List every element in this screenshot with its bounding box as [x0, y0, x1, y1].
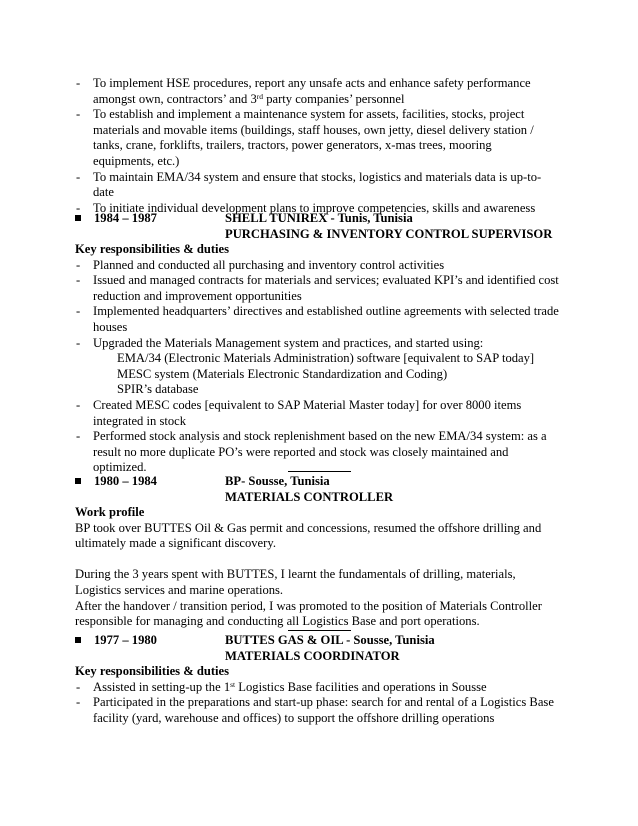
shell-section-header: [75, 211, 575, 242]
job-dates: 1980 – 1984: [94, 474, 157, 488]
list-item: - To initiate individual development plans to improve competencies, skills and awareness: [76, 200, 536, 215]
company-name: SHELL TUNIREX - Tunis, Tunisia: [225, 211, 413, 225]
job-title: MATERIALS COORDINATOR: [225, 648, 400, 663]
dash-marker: -: [76, 679, 81, 694]
list-item: - To implement HSE procedures, report any unsafe acts and enhance safety performance amongst own, contractors’ and 3rd party companies’ personnel: [76, 76, 531, 106]
job-dates: 1984 – 1987: [94, 211, 157, 225]
top-bullet-list: [75, 76, 555, 216]
dash-marker: -: [76, 200, 81, 215]
sub-list-item: EMA/34 (Electronic Materials Administration) software [equivalent to SAP today]: [117, 351, 535, 366]
dash-marker: -: [76, 335, 81, 350]
section-heading: Key responsibilities & duties: [75, 242, 230, 256]
dash-marker: -: [76, 257, 81, 272]
list-item: - Performed stock analysis and stock replenishment based on the new EMA/34 system: as a result no more duplicate PO’s were reported and stock was closely maintained and optimized.: [76, 429, 547, 475]
list-item: - Participated in the preparations and start-up phase: search for and rental of a Logistics Base facility (yard, warehouse and offices) to support the offshore drilling operations: [76, 695, 554, 725]
job-title: MATERIALS CONTROLLER: [225, 489, 394, 504]
list-item: - Implemented headquarters’ directives and established outline agreements with selected trade houses: [76, 304, 559, 334]
paragraph: BP took over BUTTES Oil & Gas permit and concessions, resumed the offshore drilling and ultimately made a significant discovery.: [75, 520, 542, 551]
dash-marker: -: [76, 169, 81, 184]
shell-responsibilities: [75, 242, 565, 476]
section-divider: [288, 630, 351, 631]
company-name: BUTTES GAS & OIL - Sousse, Tunisia: [225, 633, 435, 647]
sub-list-item: MESC system (Materials Electronic Standardization and Coding): [117, 366, 448, 381]
company-name: BP- Sousse, Tunisia: [225, 474, 330, 488]
dash-marker: -: [76, 429, 81, 444]
bp-section-header: [75, 474, 575, 505]
square-bullet-icon: [75, 478, 81, 484]
dash-marker: -: [76, 695, 81, 710]
list-item: - Created MESC codes [equivalent to SAP Material Master today] for over 8000 items integrated in stock: [76, 397, 522, 428]
bp-work-profile: [75, 505, 555, 630]
dash-marker: -: [76, 107, 81, 122]
list-item: - Assisted in setting-up the 1st Logistics Base facilities and operations in Sousse: [76, 679, 487, 694]
paragraph: During the 3 years spent with BUTTES, I learnt the fundamentals of drilling, materials, Logistics services and marine operations.: [75, 567, 516, 597]
list-item: - Upgraded the Materials Management system and practices, and started using:: [76, 335, 484, 350]
list-item: - To establish and implement a maintenance system for assets, facilities, stocks, project materials and movable items (buildings, staff houses, own jetty, diesel delivery station / tanks, crane, forklifts, trailers, tractors, power generators, x-mas trees, mooring equipments, etc.): [76, 107, 534, 168]
list-item: - Issued and managed contracts for materials and services; evaluated KPI’s and identified cost reduction and improvement opportunities: [76, 273, 559, 303]
section-divider: [288, 471, 351, 472]
dash-marker: -: [76, 76, 81, 90]
section-heading: Key responsibilities & duties: [75, 664, 230, 678]
section-heading: Work profile: [75, 505, 145, 519]
buttes-responsibilities: [75, 664, 555, 726]
square-bullet-icon: [75, 215, 81, 221]
job-title: PURCHASING & INVENTORY CONTROL SUPERVISOR: [225, 226, 553, 241]
buttes-section-header: [75, 633, 575, 664]
dash-marker: -: [76, 273, 81, 288]
dash-marker: -: [76, 304, 81, 319]
paragraph: After the handover / transition period, I was promoted to the position of Materials Controller responsible for managing and conducting all Logistics Base and port operations.: [75, 598, 542, 629]
sub-list-item: SPIR’s database: [117, 382, 199, 397]
list-item: - Planned and conducted all purchasing and inventory control activities: [76, 257, 445, 272]
square-bullet-icon: [75, 637, 81, 643]
list-item: - To maintain EMA/34 system and ensure that stocks, logistics and materials data is up-to-date: [76, 169, 542, 200]
job-dates: 1977 – 1980: [94, 633, 157, 647]
dash-marker: -: [76, 397, 81, 412]
